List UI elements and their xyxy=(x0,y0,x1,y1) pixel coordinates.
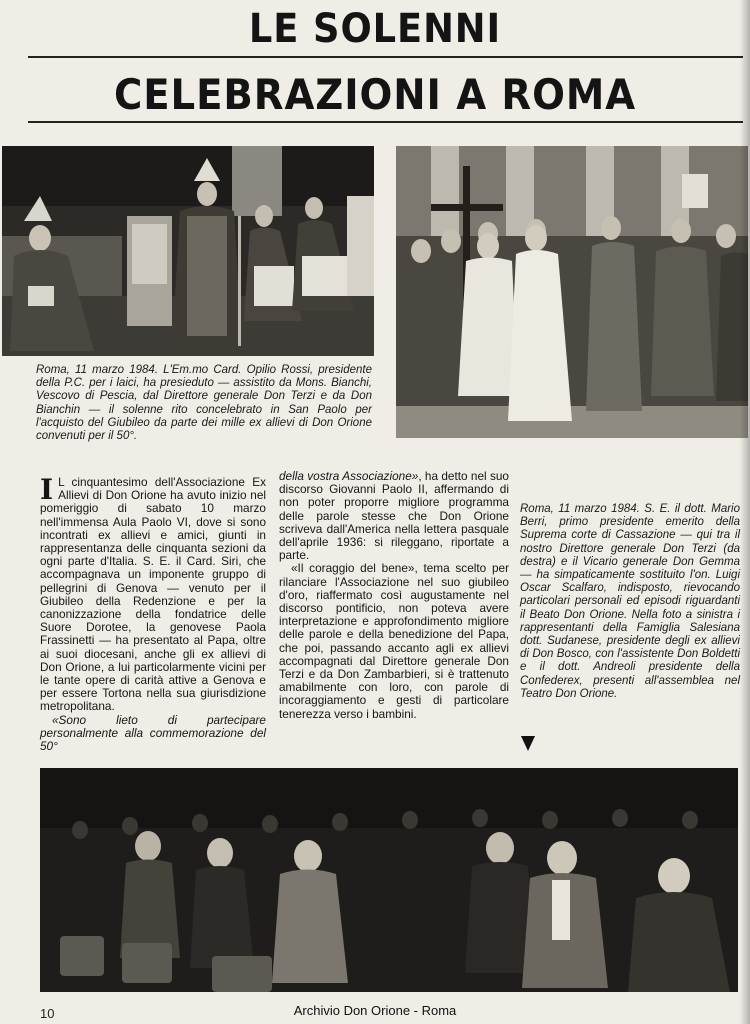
article-paragraph-3: «Il coraggio del bene», tema scelto per rilanciare l'Associazione nel suo giubileo d'oro, riaffermato così augustamente nel discorso pontificio, non poteva avere interpretazione e approfondimento migliore delle parole e della benedizione del Papa, che poi, passando accanto agli ex allievi accompagnati dal Direttore generale Don Terzi e da Don Zambarbieri, si è trattenuto amabilmente con loro, con parole di incoraggiamento e gesti di particolare tenerezza verso i bambini. xyxy=(279,561,509,721)
article-paragraph-2: , ha detto nel suo discorso Giovanni Paolo II, affermando di non poter proporre migliore programma delle parole stesse che Don Orione scriveva dall'America nella lettera pasquale dell'aprile 1936: si rileggano, riportate a parte. xyxy=(279,469,509,563)
article-quote-start: «Sono lieto di partecipare personalmente alla commemorazione del 50° xyxy=(40,712,266,754)
article-paragraph-1: L cinquantesimo dell'Associazione Ex Allievi di Don Orione ha avuto inizio nel pomeriggio di sabato 10 marzo nell'immensa Aula Paolo VI, dove si sono incontrati ex allievi e amici, giunti in rappresentanza delle cinquanta sezioni da ogni parte d'Italia. S. E. il Card. Siri, che accompagnava un imponente gruppo di pellegrini di Genova — venuto per il Giubileo della Redenzione e per la canonizzazione della fondatrice delle Suore Dorotee, la genovese Paola Frassinetti — ha presentato al Papa, oltre ai suoi diocesani, anche gli ex allievi di Don Orione, a lui particolarmente vicini per le tante opere di carità attive a Genova e per essere Tortona nella sua giurisdizione metropolitana. xyxy=(40,475,266,714)
headline-line-2: CELEBRAZIONI A ROMA xyxy=(113,70,637,119)
article-column-2 xyxy=(279,470,509,721)
caption-photo-left: Roma, 11 marzo 1984. L'Em.mo Card. Opilio Rossi, presidente della P.C. per i laici, ha presieduto — assistito da Mons. Bianchi, Vescovo di Pescia, dal Direttore generale Don Terzi e da Don Bianchin — il solenne rito concelebrato in San Paolo per l'acquisto del Giubileo da parte dei mille ex allievi di Don Orione convenuti per il 50°. xyxy=(36,364,372,443)
photo-theatre-audience xyxy=(40,768,738,992)
headline-divider-top xyxy=(28,56,743,58)
page-edge-shadow xyxy=(740,0,750,1024)
arrow-down-icon xyxy=(521,736,535,751)
caption-photo-bottom: Roma, 11 marzo 1984. S. E. il dott. Mario Berri, primo presidente emerito della Suprema corte di Cassazione — qui tra il nostro Direttore generale Don Terzi (da destra) e il Vicario generale Don Gemma — ha simpaticamente sostituito l'on. Luigi Oscar Scalfaro, indisposto, rievocando particolari personali ed episodi riguardanti il Beato Don Orione. Nella foto a sinistra i rappresentanti della Famiglia Salesiana dott. Sudanese, presidente degli ex allievi di Don Bosco, con l'assistente Don Boldetti e il dott. Andreoli presidente della Confederex, presenti all'assemblea nel Teatro Don Orione. xyxy=(520,503,740,700)
article-dropcap: I xyxy=(40,473,54,506)
archive-label: Archivio Don Orione - Roma xyxy=(293,1003,457,1018)
article-quote-end: della vostra Associazione» xyxy=(279,469,419,483)
article-column-1 xyxy=(40,473,266,754)
page-number: 10 xyxy=(40,1006,55,1021)
headline-divider-bottom xyxy=(28,121,743,123)
headline-line-1: LE SOLENNI xyxy=(248,6,502,52)
photo-procession-cross xyxy=(396,146,748,438)
photo-cardinal-mass xyxy=(2,146,374,356)
